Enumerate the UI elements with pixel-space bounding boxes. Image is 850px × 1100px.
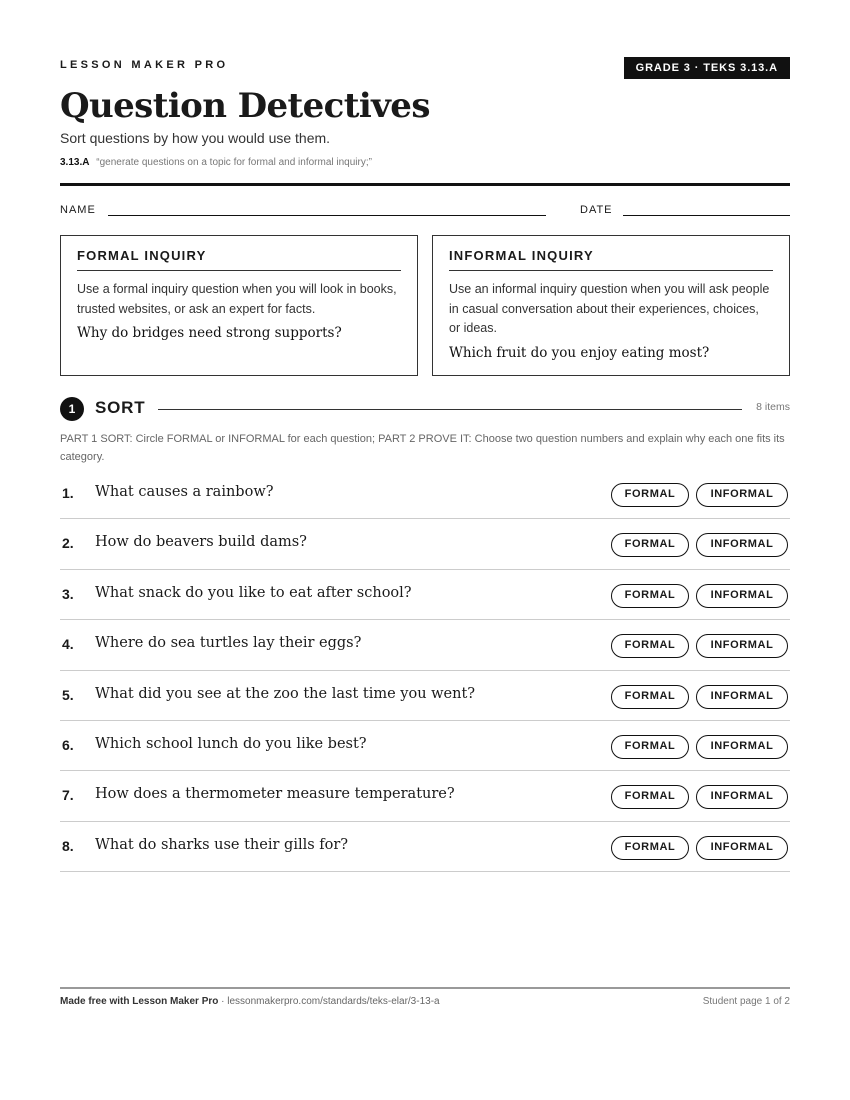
informal-option-button[interactable]: INFORMAL [696, 584, 788, 608]
page-title: Question Detectives [60, 86, 430, 126]
question-text: What snack do you like to eat after school? [95, 584, 412, 601]
formal-inquiry-box [60, 235, 418, 376]
standard-text: “generate questions on a topic for formal and informal inquiry;” [96, 157, 372, 168]
formal-option-button[interactable]: FORMAL [611, 634, 689, 658]
formal-option-button[interactable]: FORMAL [611, 685, 689, 709]
question-text: How do beavers build dams? [95, 534, 307, 551]
instructions: PART 1 SORT: Circle FORMAL or INFORMAL for each question; PART 2 PROVE IT: Choose two question numbers and explain why each one fits its category. [60, 433, 785, 463]
formal-option-button[interactable]: FORMAL [611, 533, 689, 557]
formal-inquiry-description: Use a formal inquiry question when you will look in books, trusted websites, or ask an expert for facts. [77, 282, 397, 316]
formal-inquiry-example: Why do bridges need strong supports? [77, 325, 342, 341]
footer-made-with: Made free with Lesson Maker Pro [60, 996, 219, 1007]
question-list [60, 469, 790, 872]
formal-option-button[interactable]: FORMAL [611, 785, 689, 809]
informal-option-button[interactable]: INFORMAL [696, 836, 788, 860]
question-number: 7. [62, 787, 74, 804]
standard-code: 3.13.A [60, 157, 90, 168]
question-number: 4. [62, 636, 74, 653]
name-label: NAME [60, 204, 96, 216]
worksheet-page [60, 0, 790, 1100]
list-item [60, 519, 790, 569]
list-item [60, 570, 790, 620]
section-header [60, 397, 790, 421]
informal-inquiry-example: Which fruit do you enjoy eating most? [449, 344, 710, 361]
footer-credit [60, 996, 440, 1007]
informal-inquiry-heading: INFORMAL INQUIRY [449, 248, 773, 271]
question-number: 3. [62, 585, 74, 602]
question-number: 8. [62, 837, 74, 854]
section-number-badge: 1 [60, 397, 84, 421]
brand-name: LESSON MAKER PRO [60, 59, 229, 71]
informal-option-button[interactable]: INFORMAL [696, 735, 788, 759]
question-text: What causes a rainbow? [95, 484, 274, 500]
question-text: Which school lunch do you like best? [95, 735, 367, 752]
informal-option-button[interactable]: INFORMAL [696, 634, 788, 658]
date-input-line[interactable] [623, 215, 790, 216]
question-text: How does a thermometer measure temperature? [95, 786, 455, 803]
informal-option-button[interactable]: INFORMAL [696, 685, 788, 709]
header-divider [60, 183, 790, 186]
question-number: 2. [62, 535, 74, 552]
question-text: What did you see at the zoo the last time you went? [95, 685, 476, 702]
name-input-line[interactable] [108, 215, 546, 216]
informal-option-button[interactable]: INFORMAL [696, 483, 788, 507]
footer-url: · lessonmakerpro.com/standards/teks-elar/3-13-a [218, 996, 440, 1007]
list-item [60, 620, 790, 670]
standard-line [60, 157, 372, 168]
grade-badge: GRADE 3 · TEKS 3.13.A [624, 57, 790, 79]
section-divider [158, 409, 742, 410]
section-title: SORT [95, 398, 146, 417]
list-item [60, 469, 790, 519]
list-item [60, 771, 790, 821]
list-item [60, 721, 790, 771]
formal-option-button[interactable]: FORMAL [611, 483, 689, 507]
list-item [60, 822, 790, 872]
page-indicator: Student page 1 of 2 [702, 996, 790, 1007]
student-fields [60, 203, 790, 219]
footer-divider [60, 987, 790, 989]
item-count: 8 items [756, 401, 790, 413]
informal-inquiry-box [432, 235, 790, 376]
page-subtitle: Sort questions by how you would use them. [60, 130, 331, 146]
formal-option-button[interactable]: FORMAL [611, 836, 689, 860]
list-item [60, 671, 790, 721]
question-number: 5. [62, 686, 74, 703]
question-text: What do sharks use their gills for? [95, 836, 349, 853]
question-number: 1. [62, 485, 74, 501]
question-text: Where do sea turtles lay their eggs? [95, 635, 362, 652]
formal-option-button[interactable]: FORMAL [611, 584, 689, 608]
formal-inquiry-heading: FORMAL INQUIRY [77, 248, 401, 271]
date-label: DATE [580, 204, 613, 216]
question-number: 6. [62, 736, 74, 753]
informal-option-button[interactable]: INFORMAL [696, 533, 788, 557]
formal-option-button[interactable]: FORMAL [611, 735, 689, 759]
informal-option-button[interactable]: INFORMAL [696, 785, 788, 809]
top-bar [60, 57, 790, 79]
informal-inquiry-description: Use an informal inquiry question when you will ask people in casual conversation about their experiences, choices, or ideas. [449, 282, 770, 335]
